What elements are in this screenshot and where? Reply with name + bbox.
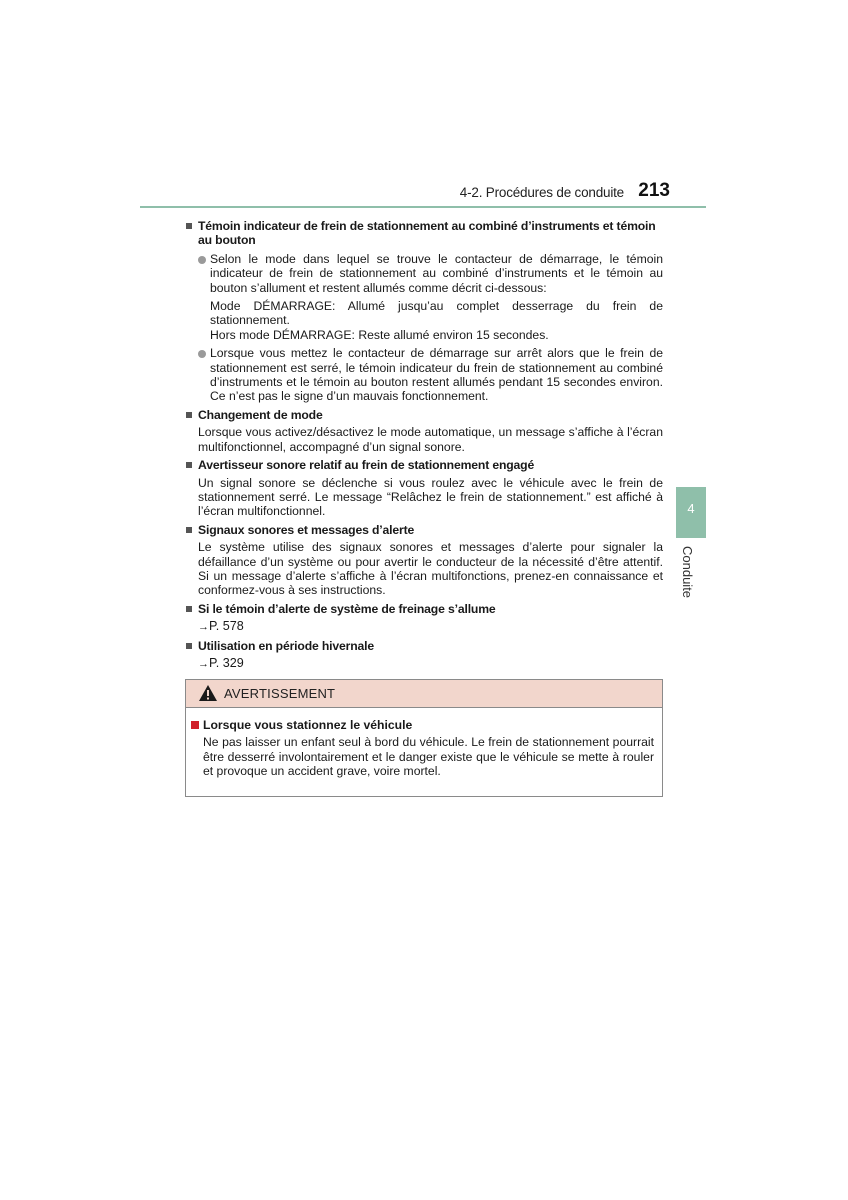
warning-header: [186, 680, 662, 708]
chapter-label: [681, 546, 701, 606]
bullet-item: [185, 252, 663, 295]
square-bullet-icon: [186, 527, 192, 533]
section-heading: [185, 602, 663, 616]
mode-start-text: Mode DÉMARRAGE: Allumé jusqu’au complet desserrage du frein de stationnement.: [210, 299, 663, 328]
bullet-text: Lorsque vous mettez le contacteur de démarrage sur arrêt alors que le frein de stationnement est serré, le témoin indicateur du frein de stationnement au combiné d’instruments et le témoin au bouton restent allumés pendant 15 secondes environ. Ce n’est pas le signe d’un mauvais fonctionnement.: [210, 346, 663, 404]
section-heading: [185, 639, 663, 653]
square-bullet-icon: [186, 606, 192, 612]
arrow-right-icon: →: [198, 621, 209, 634]
chapter-number: 4: [687, 501, 695, 516]
warning-heading: [191, 718, 654, 732]
section-heading: [185, 458, 663, 472]
section-text: Un signal sonore se déclenche si vous roulez avec le véhicule avec le frein de stationnement serré. Le message “Relâchez le frein de stationnement.” est affiché à l’écran multifonctionnel.: [198, 475, 663, 519]
warning-triangle-icon: [198, 684, 218, 702]
square-bullet-icon: [191, 721, 199, 729]
circle-bullet-icon: [198, 350, 206, 358]
mode-off-text: Hors mode DÉMARRAGE: Reste allumé environ 15 secondes.: [210, 327, 549, 342]
section-heading-text: Avertisseur sonore relatif au frein de stationnement engagé: [198, 458, 535, 473]
warning-box: [185, 679, 663, 797]
section-heading: [185, 408, 663, 422]
section-heading: [185, 523, 663, 537]
chapter-tab[interactable]: [676, 487, 706, 538]
chapter-label-text: Conduite: [680, 546, 695, 599]
page-reference-text: P. 329: [209, 655, 244, 670]
square-bullet-icon: [186, 643, 192, 649]
warning-heading-text: Lorsque vous stationnez le véhicule: [203, 718, 413, 732]
header-divider: [140, 206, 706, 208]
page-reference[interactable]: [185, 656, 663, 671]
bullet-text: Selon le mode dans lequel se trouve le contacteur de démarrage, le témoin indicateur de frein de stationnement au combiné d’instruments et le témoin au bouton s’allument et restent allumés comme décrit ci-dessous:: [210, 251, 663, 295]
section-heading: [185, 219, 663, 248]
section-heading-text: Témoin indicateur de frein de stationnement au combiné d’instruments et témoin au bouton: [198, 219, 656, 248]
circle-bullet-icon: [198, 256, 206, 264]
warning-body: [191, 718, 654, 779]
square-bullet-icon: [186, 412, 192, 418]
header-section-title: 4-2. Procédures de conduite: [459, 185, 624, 200]
page-header: [140, 180, 706, 208]
section-heading-text: Utilisation en période hivernale: [198, 638, 375, 653]
page-reference[interactable]: [185, 619, 663, 634]
warning-text: Ne pas laisser un enfant seul à bord du véhicule. Le frein de stationnement pourrait être desserré involontairement et le danger existe que le véhicule se mette à rouler et provoque un accident grave, voire mortel.: [203, 735, 654, 779]
main-content: [185, 215, 663, 671]
bullet-item: [185, 346, 663, 404]
page-number: 213: [638, 180, 670, 201]
section-heading-text: Si le témoin d’alerte de système de freinage s’allume: [198, 601, 496, 616]
section-text: Lorsque vous activez/désactivez le mode automatique, un message s’affiche à l’écran multifonctionnel, accompagné d’un signal sonore.: [198, 425, 663, 454]
square-bullet-icon: [186, 462, 192, 468]
section-heading-text: Signaux sonores et messages d’alerte: [198, 522, 415, 537]
section-heading-text: Changement de mode: [198, 407, 323, 422]
section-text: Le système utilise des signaux sonores et messages d’alerte pour signaler la défaillance d’un système ou pour avertir le conducteur de la nécessité d’être attentif. Si un message d’alerte s’affiche à l’écran multifonctions, prenez-en connaissance et conformez-vous à ses instructions.: [198, 540, 663, 598]
warning-title: AVERTISSEMENT: [224, 686, 336, 701]
page-reference-text: P. 578: [209, 619, 244, 634]
square-bullet-icon: [186, 223, 192, 229]
arrow-right-icon: →: [198, 657, 209, 670]
